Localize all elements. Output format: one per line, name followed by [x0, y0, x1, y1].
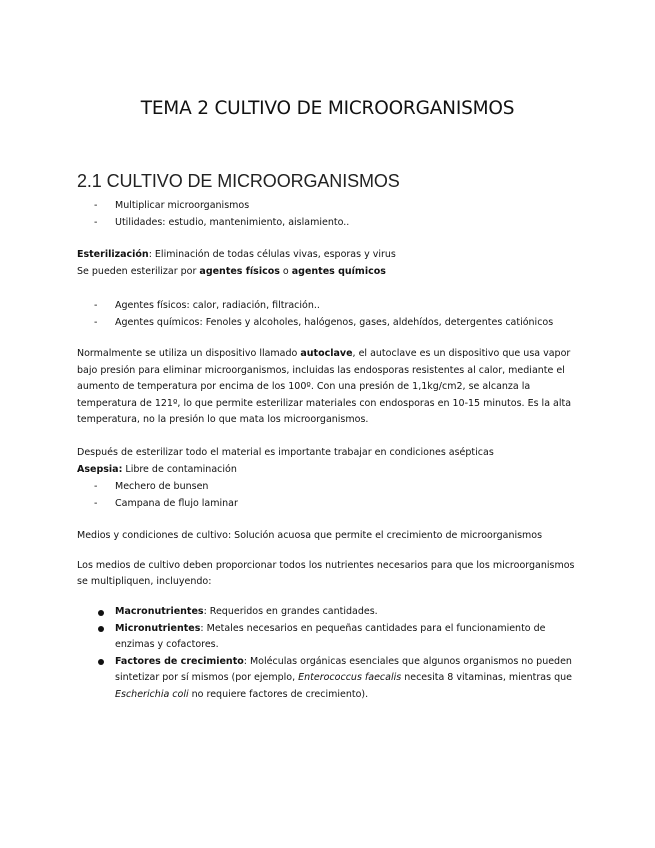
- medios-definition: Medios y condiciones de cultivo: Solución acuosa que permite el crecimiento de microorganismos: [77, 530, 543, 541]
- medios-intro-line1: Los medios de cultivo deben proporcionar todos los nutrientes necesarios para que los microorganismos: [77, 560, 575, 571]
- agents-dash-list: [77, 297, 553, 331]
- dash-marker: -: [94, 317, 98, 328]
- esterilizacion-definition: Esterilización: Eliminación de todas células vivas, esporas y virus: [77, 249, 396, 260]
- list-item: Micronutrientes: Metales necesarios en pequeñas cantidades para el funcionamiento de enzimas y cofactores.: [77, 621, 572, 654]
- dash-marker: -: [94, 200, 98, 211]
- intro-dash-list: [77, 197, 349, 231]
- dash-marker: -: [94, 481, 98, 492]
- dash-marker: -: [94, 217, 98, 228]
- nutrients-bullet-list: [77, 604, 572, 703]
- list-item: - Agentes físicos: calor, radiación, filtración..: [77, 297, 553, 314]
- esterilizacion-agents-line: Se pueden esterilizar por agentes físicos o agentes químicos: [77, 266, 386, 277]
- list-item: - Utilidades: estudio, mantenimiento, aislamiento..: [77, 214, 349, 231]
- document-page: TEMA 2 CULTIVO DE MICROORGANISMOS 2.1 CULTIVO DE MICROORGANISMOS - Multiplicar microorganismos - Utilidades: estudio, mantenimiento, aislamiento.. Esterilización: Eliminación de todas células vivas, esporas y virus Se pueden esterilizar por agentes físicos o agentes químicos - Agentes físicos: calor, radiación, filtración.. - Agentes químicos: Fenoles y alcoholes, halógenos, gases, aldehídos, detergentes catiónicos Normalmente se utiliza un dispositivo llamado autoclave, el autoclave es un dispositivo que usa vapor bajo presión para eliminar microorganismos, incluidas las endosporas resistentes al calor, mediante el aumento de temperatura por encima de los 100º. Con una presión de 1,1kg/cm2, se alcanza la temperatura de 121º, lo que permite esterilizar materiales con endosporas en 10-15 minutos. Es la alta temperatura, no la presión lo que mata los microorganismos. Después de esterilizar todo el material es importante trabajar en condiciones asépticas Asepsia: Libre de contaminación - Mechero de bunsen - Campana de flujo laminar Medios y condiciones de cultivo: Solución acuosa que permite el crecimiento de microorganismos Los medios de cultivo deben proporcionar todos los nutrientes necesarios para que los microorganismos se multipliquen, incluyendo: Macronutrientes: Requeridos en grandes cantidades. Micronutrientes: Metales necesarios en pequeñas cantidades para el funcionamiento de enzimas y cofactores. Factores de crecimiento: Moléculas orgánicas esenciales que algunos organismos no pueden sintetizar por sí mismos (por ejemplo, Enterococcus faecalis necesita 8 vitaminas, mientras que Escherichia coli no requiere factores de crecimiento).: [0, 0, 655, 848]
- list-item: - Agentes químicos: Fenoles y alcoholes, halógenos, gases, aldehídos, detergentes catiónicos: [77, 314, 553, 331]
- page-title: TEMA 2 CULTIVO DE MICROORGANISMOS: [140, 98, 515, 119]
- list-item: - Campana de flujo laminar: [77, 495, 238, 512]
- list-item: - Multiplicar microorganismos: [77, 197, 349, 214]
- asepsia-intro: Después de esterilizar todo el material es importante trabajar en condiciones asépticas: [77, 447, 494, 458]
- bullet-icon: [98, 610, 104, 616]
- dash-marker: -: [94, 300, 98, 311]
- bullet-icon: [98, 659, 104, 665]
- medios-intro-line2: se multipliquen, incluyendo:: [77, 576, 212, 587]
- list-item: Factores de crecimiento: Moléculas orgánicas esenciales que algunos organismos no pueden sintetizar por sí mismos (por ejemplo, Enterococcus faecalis necesita 8 vitaminas, mientras que Escherichia coli no requiere factores de crecimiento).: [77, 654, 572, 704]
- list-item: - Mechero de bunsen: [77, 478, 238, 495]
- list-item: Macronutrientes: Requeridos en grandes cantidades.: [77, 604, 572, 621]
- bullet-icon: [98, 626, 104, 632]
- dash-marker: -: [94, 498, 98, 509]
- section-heading: 2.1 CULTIVO DE MICROORGANISMOS: [77, 171, 400, 191]
- asepsia-dash-list: [77, 478, 238, 512]
- asepsia-definition: Asepsia: Libre de contaminación: [77, 464, 237, 475]
